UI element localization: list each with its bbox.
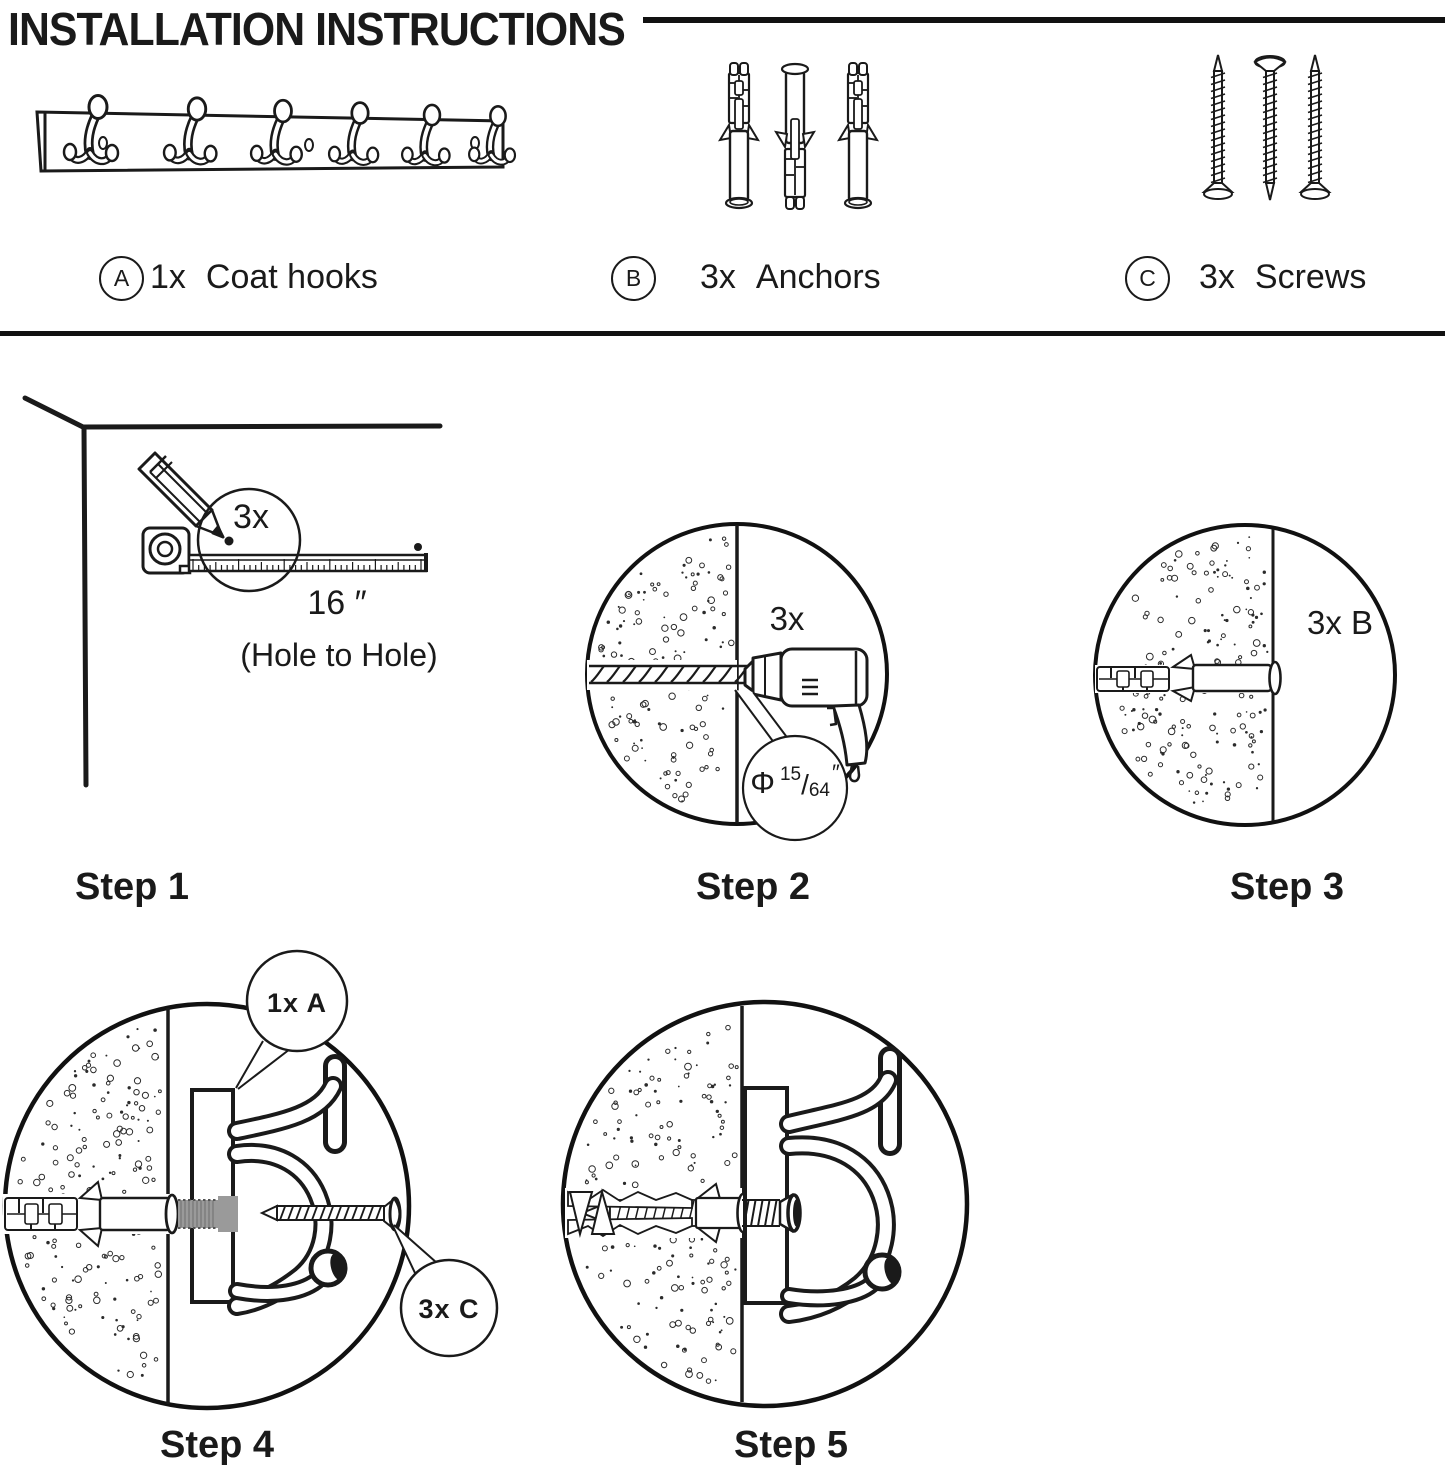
part-badge-a	[99, 256, 144, 301]
step2-illustration	[575, 510, 905, 855]
part-badge-b	[611, 256, 656, 301]
step4-hooks-ref: 1x A	[266, 988, 328, 1018]
drill-diameter-label: Φ 15 / 64 ″	[750, 760, 840, 801]
step1-note: (Hole to Hole)	[240, 637, 438, 673]
step2-label: Step 2	[696, 866, 811, 908]
expanded-anchor-icon	[565, 1184, 749, 1242]
part-label-a: 1x Coat hooks	[150, 258, 378, 296]
pencil-icon	[139, 453, 223, 537]
part-label-b: 3x Anchors	[700, 258, 881, 296]
section-divider	[0, 331, 1445, 336]
step3-ref: 3x B	[1306, 604, 1374, 641]
step1-distance: 16 ″	[307, 584, 367, 622]
screw-shank-gray	[178, 1196, 238, 1232]
step2-qty: 3x	[769, 600, 805, 637]
step3-illustration	[1089, 519, 1401, 834]
part-letter-c: C	[1139, 265, 1156, 291]
coat-rack-icon	[25, 85, 535, 230]
part-letter-b: B	[625, 265, 642, 291]
step4-label: Step 4	[160, 1424, 275, 1466]
anchor-icons	[695, 45, 895, 215]
part-label-c: 3x Screws	[1199, 258, 1367, 296]
page-title: INSTALLATION INSTRUCTIONS	[8, 3, 625, 55]
step1-illustration	[10, 380, 460, 805]
mark-dot-right	[414, 543, 422, 551]
screw-icons	[1185, 45, 1355, 210]
step4-screws-ref: 3x C	[418, 1294, 480, 1324]
mark-dot-left	[225, 537, 234, 546]
step1-qty: 3x	[233, 498, 269, 536]
step5-label: Step 5	[734, 1424, 849, 1466]
step3-label: Step 3	[1230, 866, 1345, 908]
part-letter-a: A	[113, 265, 130, 291]
step5-illustration	[558, 996, 973, 1416]
header-rule	[643, 17, 1445, 23]
callout-bubble-c	[392, 1224, 497, 1356]
part-badge-c	[1125, 256, 1170, 301]
step1-label: Step 1	[75, 866, 190, 908]
